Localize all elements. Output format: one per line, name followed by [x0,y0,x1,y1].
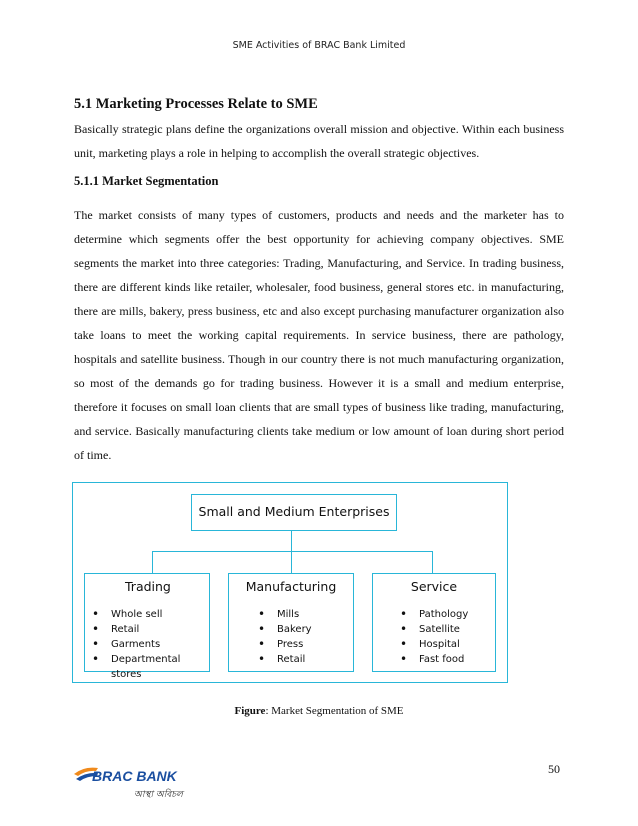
branch-title: Manufacturing [245,579,337,594]
list-item: • Mills [255,607,312,622]
root-box [191,494,397,531]
page-number: 50 [548,762,560,776]
root-label: Small and Medium Enterprises [198,504,390,519]
branch-items [255,607,312,667]
logo-tagline: আস্থা অবিচল [134,790,183,800]
list-item: • Press [255,637,312,652]
caption-text: : Market Segmentation of SME [265,705,404,717]
branch-title: Trading [125,579,171,594]
list-item: • Pathology [397,607,468,622]
connector-service [432,551,433,574]
caption-label: Figure [234,705,266,717]
list-item: • Satellite [397,622,468,637]
list-item: • Fast food [397,652,468,667]
list-item: • Garments [89,637,209,652]
list-item: • Hospital [397,637,468,652]
subsection-heading: 5.1.1 Market Segmentation [74,174,219,188]
branch-manufacturing [228,573,354,672]
running-header: SME Activities of BRAC Bank Limited [232,40,406,51]
connector-root [291,531,292,552]
subsection-body: The market consists of many types of customers, products and needs and the marketer has to determine which segments offer the best opportunity for achieving company objectives. SME segments the market into three categories: Trading, Manufacturing, and Service. In trading business, there are different kinds like retailer, wholesaler, food business, general stores etc. in manufacturing, there are mills, bakery, press business, etc and also except purchasing manufacturer organization also take loans to meet the working capital requirements. In service business, there are pathology, hospitals and satellite business. Though in our country there is not much manufacturing organization, so most of the demands go for trading business. However it is a small and medium enterprise, therefore it focuses on small loan clients that are small types of business like trading, manufacturing, and service. Basically manufacturing clients take medium or low amount of loan during short period of time. [74,208,564,462]
brac-bank-logo-icon [72,762,202,802]
branch-items [89,607,209,682]
connector-manufacturing [291,551,292,574]
list-item: • Retail [255,652,312,667]
list-item: • Bakery [255,622,312,637]
branch-title: Service [410,579,458,594]
section-intro: Basically strategic plans define the organizations overall mission and objective. Within each business unit, marketing plays a role in helping to accomplish the overall strategic objectives. [74,122,564,160]
brac-bank-logo [72,762,202,802]
connector-horizontal [152,551,433,552]
list-item: • Retail [89,622,209,637]
branch-trading [84,573,210,680]
branch-service [372,573,496,672]
connector-trading [152,551,153,574]
branch-items [397,607,468,667]
list-item: • Whole sell [89,607,209,622]
section-heading: 5.1 Marketing Processes Relate to SME [74,96,318,112]
market-segmentation-diagram [72,482,508,683]
figure-caption [0,705,638,717]
list-item: • Departmental stores [89,652,209,682]
logo-wordmark: BRAC BANK [92,768,177,784]
